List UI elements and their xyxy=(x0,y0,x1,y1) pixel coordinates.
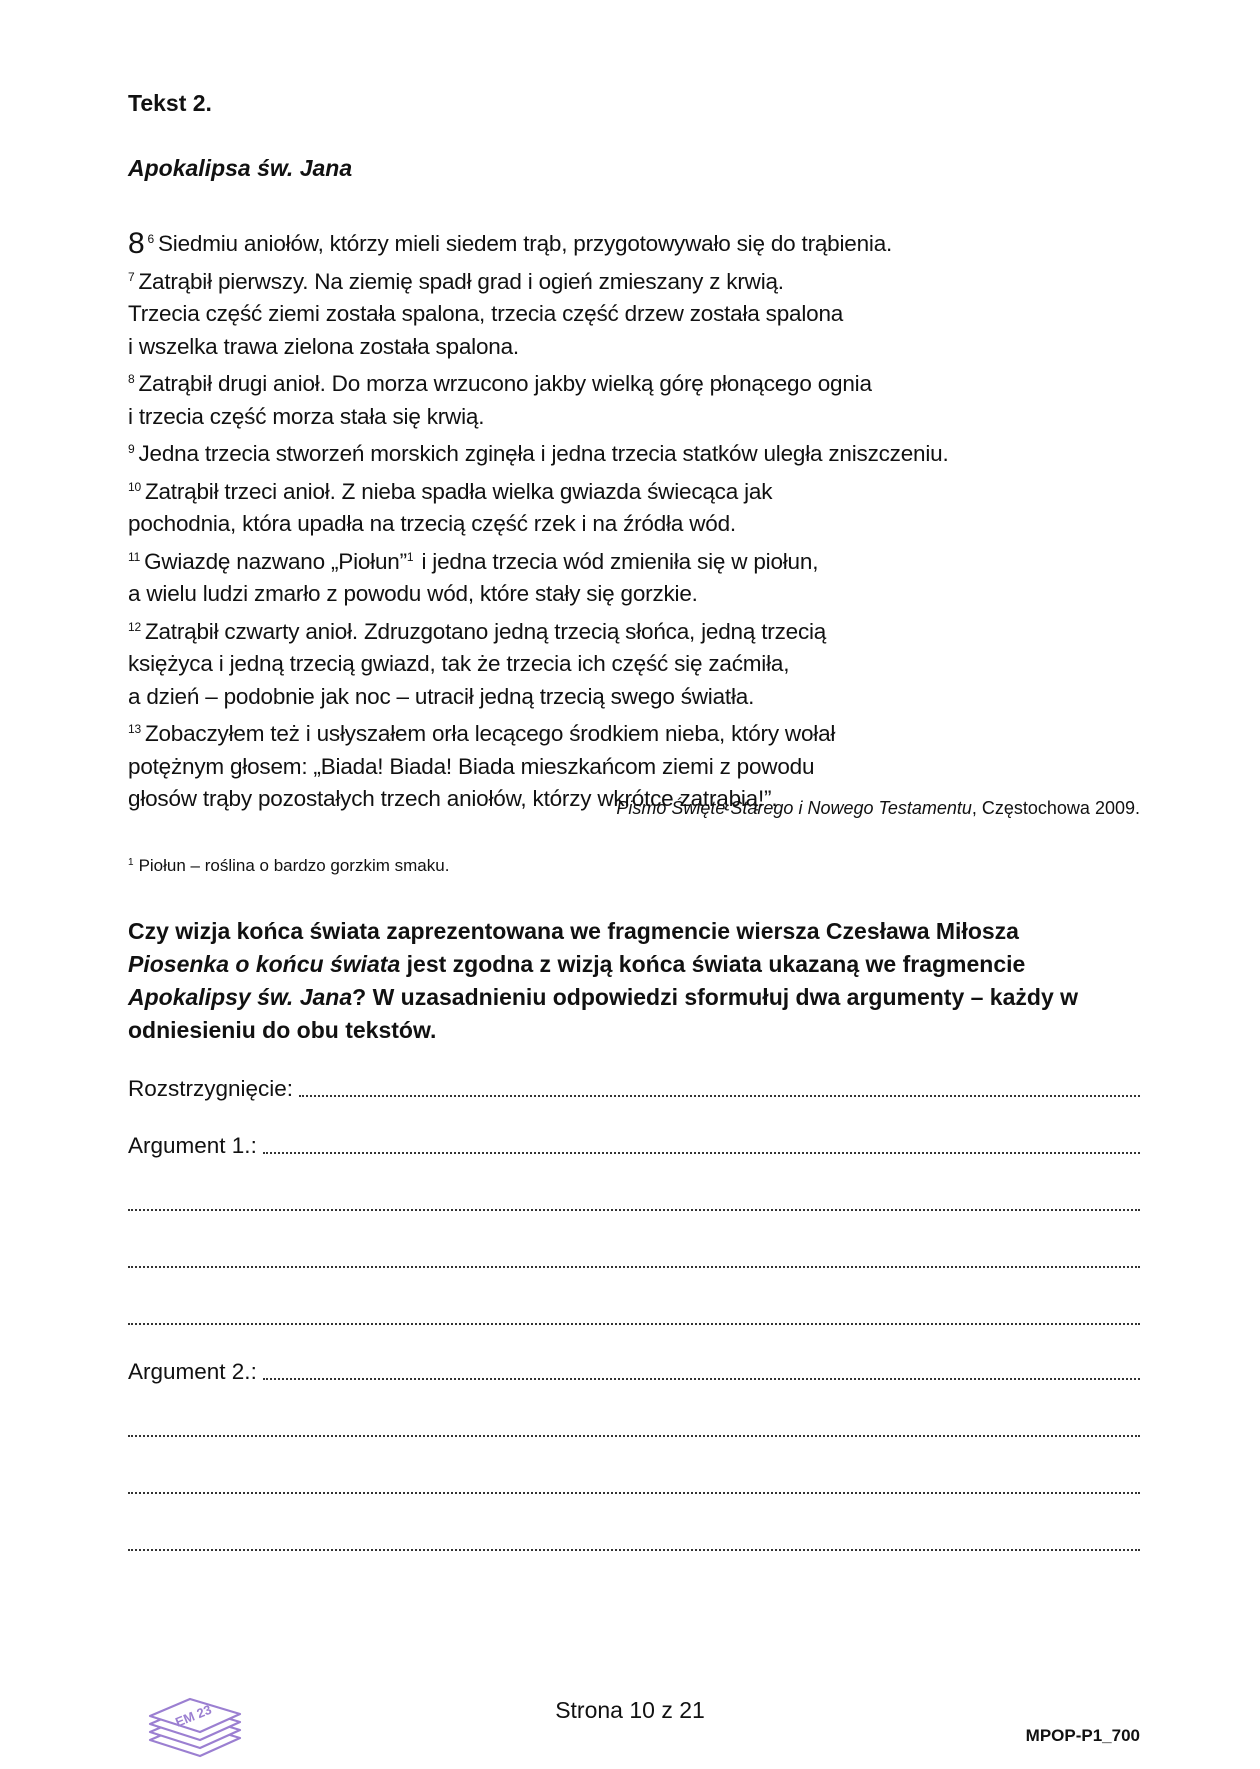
verse-text: i wszelka trawa zielona została spalona. xyxy=(128,333,519,359)
verse-text: Zobaczyłem też i usłyszałem orła lecącego środkiem nieba, który wołał xyxy=(144,721,836,746)
argument2-answer-line-3[interactable] xyxy=(128,1470,1140,1500)
argument1-label: Argument 1.: xyxy=(128,1133,257,1158)
footnote-ref: 1 xyxy=(406,549,414,564)
page-number: Strona 10 z 21 xyxy=(555,1697,705,1723)
verse-line xyxy=(128,541,1128,579)
argument2-answer-line[interactable] xyxy=(128,1356,1140,1386)
question-text: jest zgodna z wizją końca świata ukazaną we fragmencie xyxy=(400,951,1026,977)
dotted-line xyxy=(299,1095,1140,1097)
verse-text: Zatrąbił pierwszy. Na ziemię spadł grad i ogień zmieszany z krwią. xyxy=(138,268,784,294)
argument1-answer-line-3[interactable] xyxy=(128,1244,1140,1274)
question-poem-title: Piosenka o końcu świata xyxy=(128,951,401,977)
verse-number: 10 xyxy=(128,479,141,494)
verse-line xyxy=(128,713,1128,751)
verse-text: pochodnia, która upadła na trzecią część rzek i na źródła wód. xyxy=(128,511,736,536)
verse-line xyxy=(128,401,1128,434)
argument2-label: Argument 2.: xyxy=(128,1359,257,1384)
verse-line xyxy=(128,223,1128,261)
verse-text: Trzecia część ziemi została spalona, trzecia część drzew została spalona xyxy=(128,301,844,326)
section-title: Tekst 2. xyxy=(128,90,212,116)
verse-text: potężnym głosem: „Biada! Biada! Biada mieszkańcom ziemi z powodu xyxy=(128,753,815,779)
verse-text: i jedna trzecia wód zmieniła się w piołun, xyxy=(415,548,819,574)
verse-number: 9 xyxy=(128,442,135,456)
verse-line xyxy=(128,433,1128,471)
verse-text: a wielu ludzi zmarło z powodu wód, które stały się gorzkie. xyxy=(128,581,698,606)
verse-line xyxy=(128,648,1128,681)
verse-text: Siedmiu aniołów, którzy mieli siedem trąb, przygotowywało się do trąbienia. xyxy=(157,231,893,256)
dotted-line xyxy=(128,1323,1140,1325)
source-rest: , Częstochowa 2009. xyxy=(971,798,1140,818)
verse-line xyxy=(128,508,1128,541)
verse-number: 7 xyxy=(128,269,135,284)
source-title: Pismo Święte Starego i Nowego Testamentu xyxy=(616,798,972,818)
dotted-line xyxy=(128,1549,1140,1551)
question-text: Czy wizja końca świata zaprezentowana we fragmencie wiersza Czesława Miłosza xyxy=(128,918,1019,944)
verse-number: 12 xyxy=(128,619,141,634)
argument1-answer-line-2[interactable] xyxy=(128,1187,1140,1217)
verse-number: 8 xyxy=(128,372,135,386)
bible-excerpt xyxy=(128,223,1128,816)
argument1-answer-line-4[interactable] xyxy=(128,1301,1140,1331)
verse-text: Zatrąbił czwarty anioł. Zdruzgotano jedną trzecią słońca, jedną trzecią xyxy=(144,618,827,644)
dotted-line xyxy=(128,1435,1140,1437)
verse-line xyxy=(128,298,1128,331)
verse-text: Zatrąbił trzeci anioł. Z nieba spadła wielka gwiazda świecąca jak xyxy=(144,478,773,504)
question-text: ? W uzasadnieniu odpowiedzi sformułuj dwa argumenty – każdy w odniesieniu do obu tekstów. xyxy=(128,984,1079,1043)
verse-number: 11 xyxy=(128,549,141,564)
verse-line xyxy=(128,363,1128,401)
dotted-line xyxy=(263,1378,1140,1380)
verse-number: 6 xyxy=(147,232,154,246)
verse-line xyxy=(128,681,1128,714)
verse-line xyxy=(128,471,1128,509)
exam-code: MPOP-P1_700 xyxy=(1025,1726,1140,1745)
chapter-number: 8 xyxy=(128,227,145,260)
dotted-line xyxy=(128,1209,1140,1211)
dotted-line xyxy=(128,1492,1140,1494)
footnote xyxy=(128,856,449,876)
footnote-number: 1 xyxy=(128,857,134,868)
verse-text: Jedna trzecia stworzeń morskich zginęła i jedna trzecia statków uległa zniszczeniu. xyxy=(138,441,949,466)
task-question xyxy=(128,915,1138,1047)
logo-text: EM 23 xyxy=(173,1701,214,1730)
question-book-title: Apokalipsy św. Jana xyxy=(128,984,353,1010)
verse-number: 13 xyxy=(128,722,141,736)
verse-text: głosów trąby pozostałych trzech aniołów, którzy wkrótce zatrąbią!”. xyxy=(128,786,778,811)
argument2-answer-line-2[interactable] xyxy=(128,1413,1140,1443)
argument1-answer-line[interactable] xyxy=(128,1130,1140,1160)
decision-answer-line[interactable] xyxy=(128,1073,1140,1103)
text-title: Apokalipsa św. Jana xyxy=(128,155,353,181)
verse-line xyxy=(128,611,1128,649)
verse-text: a dzień – podobnie jak noc – utracił jedną trzecią swego światła. xyxy=(128,683,755,709)
footnote-text: Piołun – roślina o bardzo gorzkim smaku. xyxy=(138,856,450,875)
decision-label: Rozstrzygnięcie: xyxy=(128,1076,294,1101)
argument2-answer-line-4[interactable] xyxy=(128,1527,1140,1557)
verse-text: i trzecia część morza stała się krwią. xyxy=(128,403,485,429)
source-citation xyxy=(616,798,1140,819)
dotted-line xyxy=(263,1152,1140,1154)
verse-text: Zatrąbił drugi anioł. Do morza wrzucono jakby wielką górę płonącego ognia xyxy=(138,371,872,396)
verse-text: księżyca i jedną trzecią gwiazd, tak że trzecia ich część się zaćmiła, xyxy=(128,651,790,676)
verse-line xyxy=(128,261,1128,299)
dotted-line xyxy=(128,1266,1140,1268)
verse-text: Gwiazdę nazwano „Piołun” xyxy=(144,548,407,574)
verse-line xyxy=(128,751,1128,784)
verse-line xyxy=(128,578,1128,611)
verse-line xyxy=(128,331,1128,364)
